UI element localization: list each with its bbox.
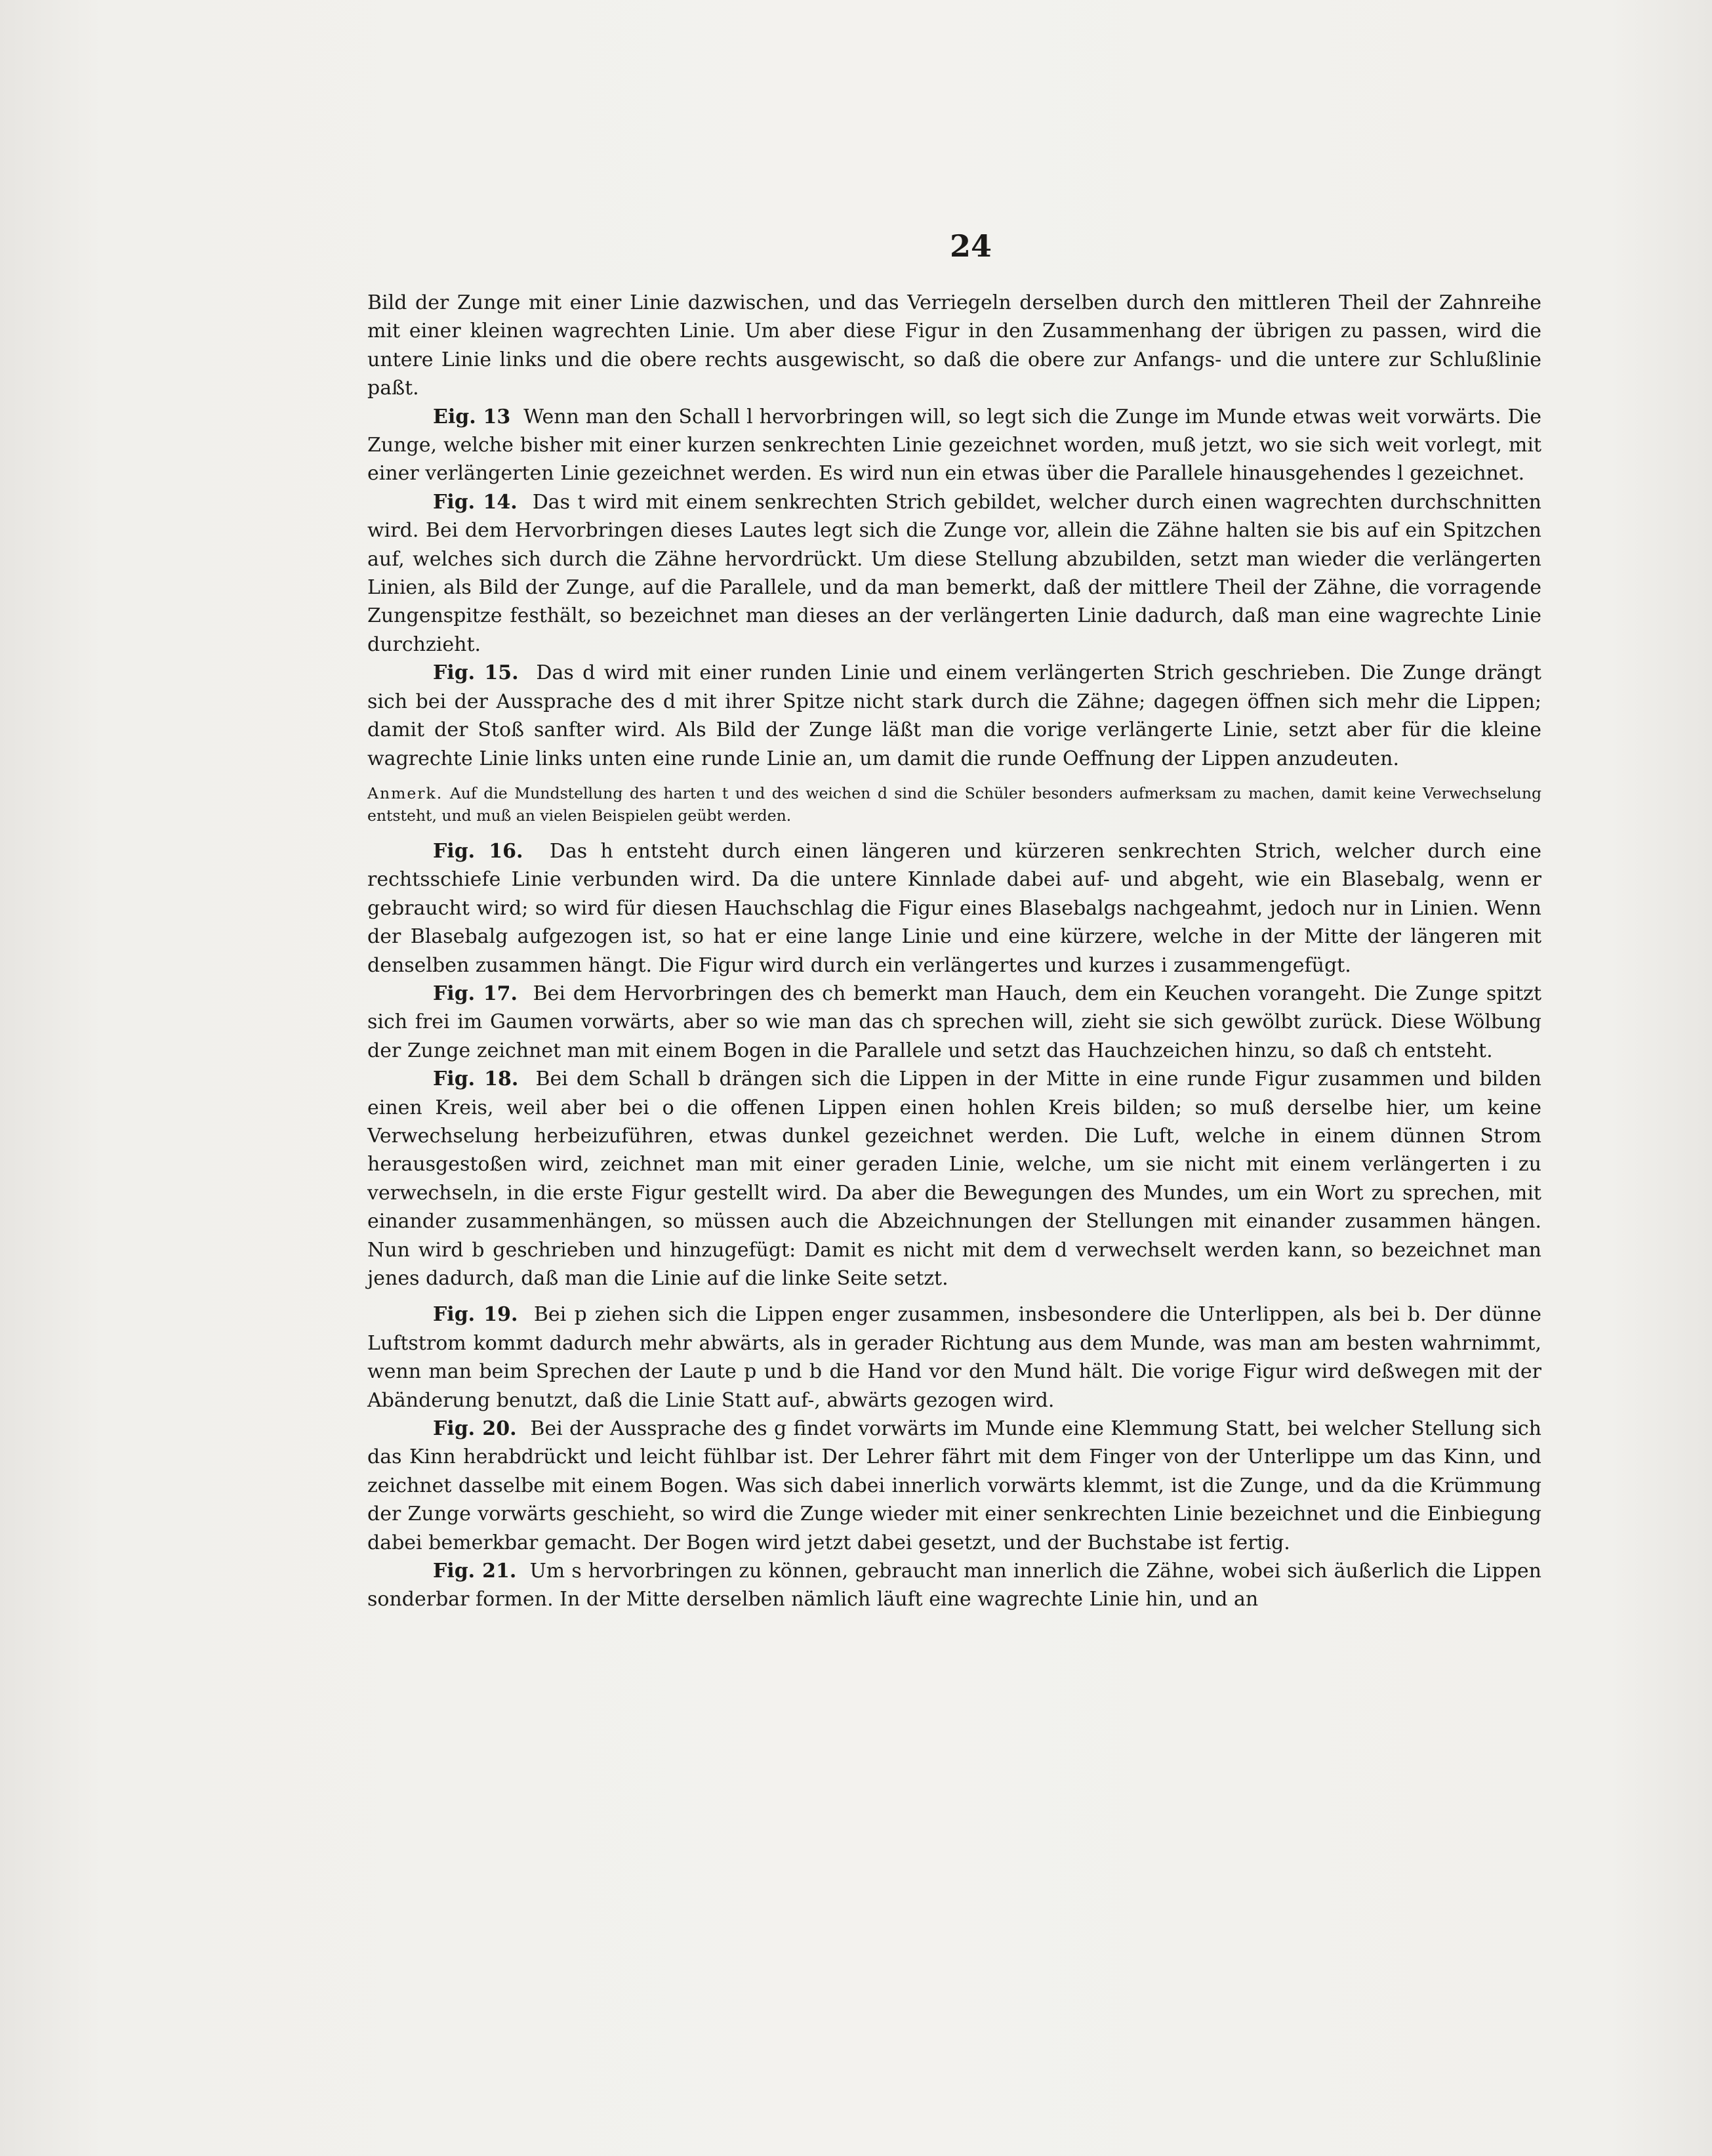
paragraph-continued	[367, 289, 1541, 403]
figure-label: Fig. 14.	[433, 490, 518, 514]
paragraph-text: Das h entsteht durch einen längeren und kürzeren senkrechten Strich, welcher durch eine rechtsschiefe Linie verbunden wird. Da die untere Kinnlade dabei auf- und abgeht, wie ein Blasebalg, wenn er gebraucht wird; so wird für diesen Hauchschlag die Figur eines Blasebalgs nachgeahmt, jedoch nur in Linien. Wenn der Blasebalg aufgezogen ist, so hat er eine lange Linie und eine kürzere, welche in der Mitte der längeren mit denselben zusammen hängt. Die Figur wird durch ein verlängertes und kurzes i zusammengefügt.	[367, 839, 1541, 977]
paragraph-fig-20	[367, 1415, 1541, 1557]
paragraph-text: Um s hervorbringen zu können, gebraucht man innerlich die Zähne, wobei sich äußerlich die Lippen sonderbar formen. In der Mitte derselben nämlich läuft eine wagrechte Linie hin, und an	[367, 1560, 1541, 1611]
figure-label: Fig. 15.	[433, 661, 519, 685]
paragraph-fig-21	[367, 1557, 1541, 1614]
figure-label: Fig. 16.	[433, 839, 523, 863]
figure-label: Fig. 19.	[433, 1303, 518, 1327]
paragraph-fig-16	[367, 837, 1541, 980]
paragraph-text: Bei p ziehen sich die Lippen enger zusammen, insbesondere die Unterlippen, als bei b. Der dünne Luftstrom kommt dadurch mehr abwärts, als in gerader Richtung aus dem Munde, was man am besten wahrnimmt, wenn man beim Sprechen der Laute p und b die Hand vor den Mund hält. Die vorige Figur wird deßwegen mit der Abänderung benutzt, daß die Linie Statt auf-, abwärts gezogen wird.	[367, 1303, 1541, 1412]
figure-label: Eig. 13	[433, 405, 511, 428]
figure-label: Fig. 17.	[433, 982, 518, 1005]
footnote-remark	[367, 782, 1541, 827]
paragraph-fig-15	[367, 659, 1541, 773]
paragraph-fig-13	[367, 403, 1541, 488]
paragraph-text: Bei der Aussprache des g findet vorwärts im Munde eine Klemmung Statt, bei welcher Stellung sich das Kinn herabdrückt und leicht fühlbar ist. Der Lehrer fährt mit dem Finger von der Unterlippe um das Kinn, und zeichnet dasselbe mit einem Bogen. Was sich dabei innerlich vorwärts klemmt, ist die Zunge, und da die Krümmung der Zunge vorwärts geschieht, so wird die Zunge wieder mit einer senkrechten Linie bezeichnet und die Einbiegung dabei bemerkbar gemacht. Der Bogen wird jetzt dabei gesetzt, und der Buchstabe ist fertig.	[367, 1417, 1541, 1554]
paragraph-fig-18	[367, 1065, 1541, 1293]
paragraph-text: Das d wird mit einer runden Linie und einem verlängerten Strich geschrieben. Die Zunge drängt sich bei der Aussprache des d mit ihrer Spitze nicht stark durch die Zähne; dagegen öffnen sich mehr die Lippen; damit der Stoß sanfter wird. Als Bild der Zunge läßt man die vorige verlängerte Linie, setzt aber für die kleine wagrechte Linie links unten eine runde Linie an, um damit die runde Oeffnung der Lippen anzudeuten.	[367, 661, 1541, 770]
remark-label: Anmerk.	[367, 783, 443, 802]
paragraph-text: Bild der Zunge mit einer Linie dazwischen, und das Verriegeln derselben durch den mittleren Theil der Zahnreihe mit einer kleinen wagrechten Linie. Um aber diese Figur in den Zusammenhang der übrigen zu passen, wird die untere Linie links und die obere rechts ausgewischt, so daß die obere zur Anfangs- und die untere zur Schlußlinie paßt.	[367, 291, 1541, 400]
remark-text: Auf die Mundstellung des harten t und des weichen d sind die Schüler besonders aufmerksam zu machen, damit keine Verwechselung entsteht, und muß an vielen Beispielen geübt werden.	[367, 783, 1541, 825]
paragraph-fig-19	[367, 1300, 1541, 1415]
figure-label: Fig. 20.	[433, 1417, 517, 1441]
page-number: 24	[949, 228, 992, 264]
paragraph-text: Bei dem Hervorbringen des ch bemerkt man Hauch, dem ein Keuchen vorangeht. Die Zunge spitzt sich frei im Gaumen vorwärts, aber so wie man das ch sprechen will, zieht sie sich gewölbt zurück. Diese Wölbung der Zunge zeichnet man mit einem Bogen in die Parallele und setzt das Hauchzeichen hinzu, so daß ch entsteht.	[367, 982, 1541, 1062]
paragraph-text: Das t wird mit einem senkrechten Strich gebildet, welcher durch einen wagrechten durchschnitten wird. Bei dem Hervorbringen dieses Lautes legt sich die Zunge vor, allein die Zähne halten sie bis auf ein Spitzchen auf, welches sich durch die Zähne hervordrückt. Um diese Stellung abzubilden, setzt man wieder die verlängerten Linien, als Bild der Zunge, auf die Parallele, und da man bemerkt, daß der mittlere Theil der Zähne, die vorragende Zungenspitze festhält, so bezeichnet man dieses an der verlängerten Linie dadurch, daß man eine wagrechte Linie durchzieht.	[367, 490, 1541, 656]
paragraph-fig-14	[367, 488, 1541, 659]
figure-label: Fig. 18.	[433, 1068, 519, 1091]
body-text	[367, 289, 1541, 1614]
paragraph-text: Wenn man den Schall l hervorbringen will, so legt sich die Zunge im Munde etwas weit vorwärts. Die Zunge, welche bisher mit einer kurzen senkrechten Linie gezeichnet worden, muß jetzt, wo sie sich weit vorlegt, mit einer verlängerten Linie gezeichnet werden. Es wird nun ein etwas über die Parallele hinausgehendes l gezeichnet.	[367, 405, 1541, 486]
figure-label: Fig. 21.	[433, 1560, 517, 1583]
paragraph-text: Bei dem Schall b drängen sich die Lippen in der Mitte in eine runde Figur zusammen und bilden einen Kreis, weil aber bei o die offenen Lippen einen hohlen Kreis bilden; so muß derselbe hier, um keine Verwechselung herbeizuführen, etwas dunkel gezeichnet werden. Die Luft, welche in einem dünnen Strom herausgestoßen wird, zeichnet man mit einer geraden Linie, welche, um sie nicht mit einem verlängerten i zu verwechseln, in die erste Figur gestellt wird. Da aber die Bewegungen des Mundes, um ein Wort zu sprechen, mit einander zusammenhängen, so müssen auch die Abzeichnungen der Stellungen mit einander zusammen hängen. Nun wird b geschrieben und hinzugefügt: Damit es nicht mit dem d verwechselt werden kann, so bezeichnet man jenes dadurch, daß man die Linie auf die linke Seite setzt.	[367, 1068, 1541, 1290]
paragraph-fig-17	[367, 980, 1541, 1065]
